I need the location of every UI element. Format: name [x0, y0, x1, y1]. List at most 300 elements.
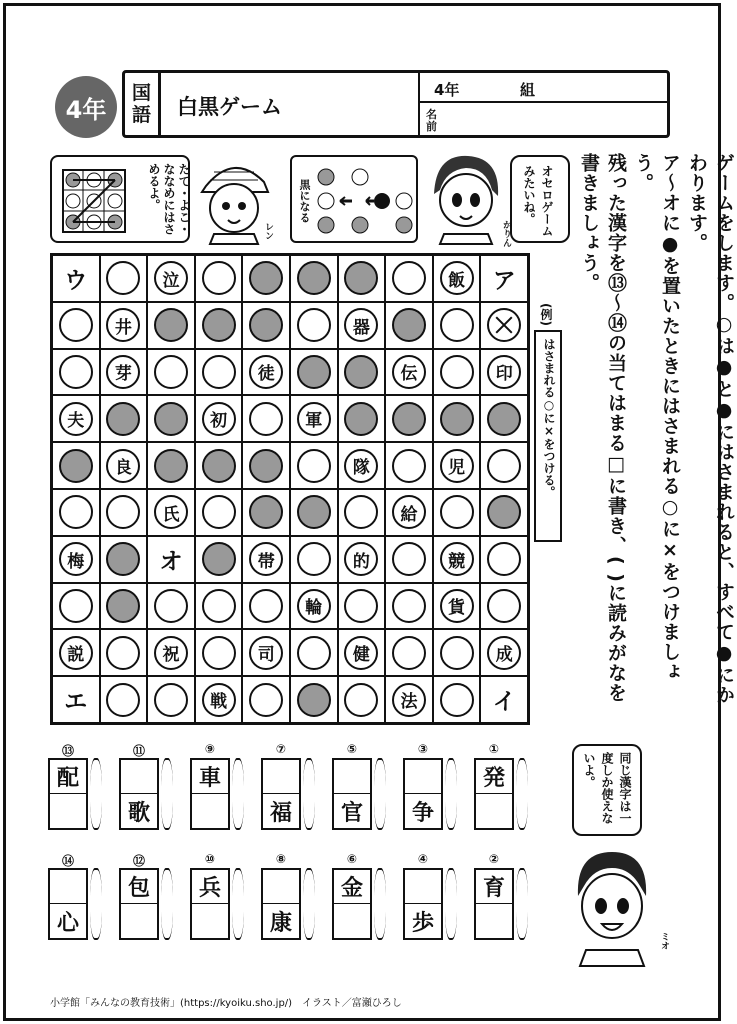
answer-number: ②	[488, 852, 500, 866]
board-cell	[290, 676, 338, 723]
white-disc	[154, 636, 188, 670]
game-board	[50, 253, 530, 725]
white-disc	[440, 308, 474, 342]
board-cell	[385, 536, 433, 583]
gray-disc	[297, 355, 331, 389]
board-cell	[433, 536, 481, 583]
reading-parentheses[interactable]	[516, 758, 528, 830]
board-cell	[433, 395, 481, 442]
gray-disc	[392, 308, 426, 342]
board-position-letter: ウ	[64, 267, 88, 294]
disc-kanji: 夫	[67, 411, 85, 432]
disc-kanji: 良	[114, 458, 132, 479]
answer-number: ⑭	[61, 854, 74, 868]
white-disc	[297, 589, 331, 623]
mio-bubble-text: 同じ漢字は一度しか使えないよ。	[582, 752, 632, 824]
answer-bottom-square[interactable]	[476, 794, 512, 828]
gray-disc	[344, 261, 378, 295]
white-disc	[392, 261, 426, 295]
white-disc	[440, 589, 474, 623]
answer-top-square[interactable]	[263, 870, 299, 904]
board-cell	[433, 442, 481, 489]
white-disc	[297, 402, 331, 436]
white-disc	[202, 683, 236, 717]
board-cell	[147, 583, 195, 630]
gray-disc	[487, 495, 521, 529]
board-cell	[242, 302, 290, 349]
board-cell	[147, 536, 195, 583]
white-disc	[202, 589, 236, 623]
board-cell	[100, 676, 148, 723]
answer-top-square[interactable]: 包	[121, 870, 157, 904]
gray-disc	[297, 683, 331, 717]
reading-parentheses[interactable]	[374, 868, 386, 940]
disc-kanji: 祝	[162, 645, 180, 666]
answer-number: ⑧	[275, 852, 287, 866]
gray-disc	[106, 589, 140, 623]
reading-parentheses[interactable]	[161, 868, 173, 940]
answer-number: ⑨	[204, 742, 216, 756]
guide-illustration	[50, 155, 190, 243]
white-disc	[106, 683, 140, 717]
white-disc	[59, 636, 93, 670]
board-cell	[433, 255, 481, 302]
board-cell	[195, 629, 243, 676]
answer-top-square[interactable]	[334, 760, 370, 794]
white-disc	[440, 449, 474, 483]
white-disc	[202, 636, 236, 670]
white-disc	[154, 261, 188, 295]
board-cell	[338, 676, 386, 723]
answer-bottom-square[interactable]: 心	[56, 910, 79, 936]
gray-disc	[154, 402, 188, 436]
kanji-answer-box[interactable]	[332, 868, 372, 940]
reading-parentheses[interactable]	[232, 868, 244, 940]
white-disc	[440, 636, 474, 670]
answer-bottom-square[interactable]	[192, 794, 228, 828]
white-disc	[106, 449, 140, 483]
disc-kanji: 輪	[305, 598, 323, 619]
grade-badge: 4年	[55, 76, 117, 138]
answer-top-square[interactable]: 金	[334, 870, 370, 904]
answer-bottom-square[interactable]	[50, 794, 86, 828]
white-disc	[392, 589, 426, 623]
gray-disc	[249, 308, 283, 342]
board-cell	[52, 302, 100, 349]
disc-kanji: 伝	[400, 364, 418, 385]
kanji-answer-box[interactable]	[48, 758, 88, 830]
answer-bottom-square[interactable]	[476, 904, 512, 938]
white-disc	[59, 589, 93, 623]
board-cell	[290, 536, 338, 583]
white-disc	[344, 449, 378, 483]
answer-top-square[interactable]: 車	[192, 760, 228, 794]
example-note-box	[534, 330, 562, 542]
black-label: 黒になる	[298, 179, 311, 223]
white-disc	[249, 355, 283, 389]
board-cell	[338, 442, 386, 489]
reading-parentheses[interactable]	[374, 758, 386, 830]
board-cell	[242, 255, 290, 302]
white-disc	[59, 355, 93, 389]
answer-bottom-square[interactable]	[334, 904, 370, 938]
white-disc	[344, 308, 378, 342]
board-cell	[242, 536, 290, 583]
board-cell	[52, 676, 100, 723]
class-label: 組	[520, 81, 536, 99]
subject-char-2: 語	[131, 104, 151, 126]
disc-kanji: 氏	[162, 504, 180, 525]
subject-label	[125, 73, 161, 135]
white-disc	[487, 589, 521, 623]
disc-kanji: 徒	[257, 364, 275, 385]
answer-bottom-square[interactable]	[192, 904, 228, 938]
white-disc	[344, 495, 378, 529]
white-disc	[106, 636, 140, 670]
name-label: 名前	[426, 108, 437, 133]
kanji-answer-box[interactable]	[119, 758, 159, 830]
kanji-answer-box[interactable]	[190, 868, 230, 940]
board-cell	[290, 442, 338, 489]
board-cell	[100, 395, 148, 442]
white-disc	[392, 495, 426, 529]
white-disc	[344, 683, 378, 717]
board-cell	[52, 349, 100, 396]
othello-illustration	[290, 155, 418, 243]
footer-credit: 小学館「みんなの教育技術」(https://kyoiku.sho.jp/) イラスト／富瀬ひろし	[50, 998, 402, 1009]
board-cell	[147, 255, 195, 302]
board-cell	[52, 442, 100, 489]
white-disc	[249, 589, 283, 623]
kanji-answer-box[interactable]	[403, 758, 443, 830]
crossed-disc	[487, 308, 521, 342]
board-cell	[100, 489, 148, 536]
answer-area	[48, 740, 548, 960]
white-disc	[202, 402, 236, 436]
white-disc	[392, 449, 426, 483]
answer-top-square[interactable]	[405, 760, 441, 794]
board-position-letter: オ	[159, 548, 183, 575]
board-cell	[480, 536, 528, 583]
white-disc	[202, 495, 236, 529]
instruction-line-1: ゲームをします。○は●と●にはさまれると、すべて●にかわります。	[686, 153, 735, 705]
board-cell	[290, 583, 338, 630]
answer-top-square[interactable]	[50, 870, 86, 904]
board-cell	[147, 349, 195, 396]
karin-character	[426, 150, 506, 244]
board-cell	[385, 349, 433, 396]
white-disc	[59, 495, 93, 529]
answer-top-square[interactable]	[263, 760, 299, 794]
mio-name: ミオ	[659, 932, 669, 950]
ren-name: レン	[263, 222, 273, 240]
disc-kanji: 帯	[257, 551, 275, 572]
answer-number: ①	[488, 742, 500, 756]
answer-bottom-square[interactable]: 康	[269, 910, 292, 936]
answer-number: ⑩	[204, 852, 216, 866]
answer-top-square[interactable]: 発	[476, 760, 512, 794]
white-disc	[154, 355, 188, 389]
board-cell	[242, 349, 290, 396]
gray-disc	[344, 355, 378, 389]
board-cell	[52, 629, 100, 676]
answer-bottom-square[interactable]: 争	[411, 800, 434, 826]
answer-number: ⑪	[132, 744, 145, 758]
white-disc	[297, 449, 331, 483]
board-cell	[242, 442, 290, 489]
board-cell	[290, 629, 338, 676]
answer-bottom-square[interactable]: 福	[269, 800, 292, 826]
board-cell	[338, 489, 386, 536]
answer-bottom-square[interactable]: 官	[340, 800, 363, 826]
board-cell	[242, 676, 290, 723]
disc-kanji: 初	[210, 411, 228, 432]
instruction-line-3: 残った漢字を⑬〜⑭の当てはまる□に書き、( )に読みがなを	[605, 153, 627, 703]
board-cell	[147, 395, 195, 442]
white-disc	[440, 542, 474, 576]
disc-kanji: 軍	[305, 411, 323, 432]
kanji-answer-box[interactable]	[403, 868, 443, 940]
white-disc	[392, 683, 426, 717]
answer-bottom-square[interactable]: 歩	[411, 910, 434, 936]
board-cell	[433, 583, 481, 630]
white-disc	[440, 355, 474, 389]
gray-disc	[297, 495, 331, 529]
kanji-answer-box[interactable]	[474, 758, 514, 830]
board-cell	[385, 629, 433, 676]
white-disc	[106, 308, 140, 342]
board-cell	[480, 489, 528, 536]
disc-kanji: 戦	[210, 692, 228, 713]
answer-bottom-square[interactable]	[121, 904, 157, 938]
white-disc	[154, 683, 188, 717]
answer-number: ④	[417, 852, 429, 866]
board-cell	[195, 442, 243, 489]
board-cell	[433, 629, 481, 676]
board-cell	[385, 395, 433, 442]
reading-parentheses[interactable]	[90, 758, 102, 830]
disc-kanji: 印	[495, 364, 513, 385]
board-cell	[52, 255, 100, 302]
board-cell	[385, 583, 433, 630]
disc-kanji: 貨	[448, 598, 466, 619]
board-cell	[480, 442, 528, 489]
board-cell	[242, 629, 290, 676]
board-cell	[195, 302, 243, 349]
board-cell	[242, 489, 290, 536]
board-cell	[52, 536, 100, 583]
board-cell	[480, 302, 528, 349]
reading-parentheses[interactable]	[161, 758, 173, 830]
guide-text: たて・よこ・ななめにはさめるよ。	[147, 163, 191, 235]
example-label: (例)	[539, 303, 553, 326]
disc-kanji: 成	[495, 645, 513, 666]
white-disc	[106, 355, 140, 389]
white-disc	[487, 355, 521, 389]
board-cell	[480, 255, 528, 302]
disc-kanji: 説	[67, 645, 85, 666]
board-cell	[147, 489, 195, 536]
gray-disc	[154, 449, 188, 483]
white-disc	[392, 636, 426, 670]
mio-speech-bubble	[572, 744, 642, 836]
disc-kanji: 梅	[67, 551, 85, 572]
board-cell	[100, 302, 148, 349]
board-cell	[385, 489, 433, 536]
white-disc	[106, 495, 140, 529]
board-cell	[480, 349, 528, 396]
white-disc	[202, 261, 236, 295]
disc-kanji: 泣	[162, 270, 180, 291]
board-cell	[480, 629, 528, 676]
white-disc	[297, 308, 331, 342]
kanji-answer-box[interactable]	[190, 758, 230, 830]
reading-parentheses[interactable]	[232, 758, 244, 830]
board-cell	[338, 349, 386, 396]
white-disc	[487, 636, 521, 670]
board-cell	[195, 349, 243, 396]
instructions	[575, 153, 737, 713]
answer-top-square[interactable]: 兵	[192, 870, 228, 904]
white-disc	[344, 589, 378, 623]
board-cell	[290, 395, 338, 442]
board-cell	[480, 583, 528, 630]
board-cell	[338, 583, 386, 630]
board-cell	[147, 676, 195, 723]
kanji-answer-box[interactable]	[119, 868, 159, 940]
gray-disc	[202, 449, 236, 483]
board-cell	[52, 583, 100, 630]
white-disc	[297, 636, 331, 670]
kanji-answer-box[interactable]	[474, 868, 514, 940]
board-cell	[100, 629, 148, 676]
board-cell	[195, 255, 243, 302]
mini-grid-diagram	[62, 169, 126, 233]
board-cell	[52, 395, 100, 442]
reading-parentheses[interactable]	[90, 868, 102, 940]
answer-top-square[interactable]: 配	[50, 760, 86, 794]
white-disc	[487, 542, 521, 576]
disc-kanji: 法	[400, 692, 418, 713]
disc-kanji: 給	[400, 504, 418, 525]
board-cell	[338, 629, 386, 676]
white-disc	[59, 402, 93, 436]
kanji-answer-box[interactable]	[332, 758, 372, 830]
board-cell	[242, 395, 290, 442]
white-disc	[202, 355, 236, 389]
board-cell	[290, 302, 338, 349]
answer-top-square[interactable]	[121, 760, 157, 794]
white-disc	[154, 495, 188, 529]
board-cell	[433, 349, 481, 396]
white-disc	[344, 636, 378, 670]
answer-number: ⑤	[346, 742, 358, 756]
disc-kanji: 健	[352, 645, 370, 666]
kanji-answer-box[interactable]	[261, 758, 301, 830]
gray-disc	[249, 449, 283, 483]
reading-parentheses[interactable]	[303, 868, 315, 940]
gray-disc	[106, 402, 140, 436]
gray-disc	[392, 402, 426, 436]
board-cell	[195, 395, 243, 442]
board-cell	[385, 302, 433, 349]
disc-kanji: 器	[352, 317, 370, 338]
othello-discs-diagram	[312, 163, 414, 237]
board-cell	[290, 349, 338, 396]
gray-disc	[249, 495, 283, 529]
reading-parentheses[interactable]	[516, 868, 528, 940]
board-cell	[433, 489, 481, 536]
answer-number: ⑬	[61, 744, 74, 758]
karin-speech-bubble	[510, 155, 570, 243]
class-row	[420, 73, 667, 103]
white-disc	[249, 683, 283, 717]
white-disc	[249, 636, 283, 670]
example-note: はさまれる○に×をつける。	[542, 338, 556, 498]
instruction-line-4: 書きましょう。	[578, 153, 600, 293]
disc-kanji: 芽	[114, 364, 132, 385]
board-cell	[385, 442, 433, 489]
kanji-answer-box[interactable]	[48, 868, 88, 940]
answer-number: ⑦	[275, 742, 287, 756]
page-title: 白黒ゲーム	[177, 95, 282, 119]
disc-kanji: 井	[114, 317, 132, 338]
board-position-letter: ア	[492, 267, 516, 294]
board-cell	[147, 442, 195, 489]
reading-parentheses[interactable]	[303, 758, 315, 830]
white-disc	[59, 308, 93, 342]
board-cell	[195, 489, 243, 536]
board-cell	[480, 676, 528, 723]
board-cell	[338, 395, 386, 442]
gray-disc	[344, 402, 378, 436]
gray-disc	[249, 261, 283, 295]
board-cell	[52, 489, 100, 536]
answer-top-square[interactable]: 育	[476, 870, 512, 904]
white-disc	[59, 542, 93, 576]
board-cell	[338, 302, 386, 349]
board-cell	[100, 349, 148, 396]
reading-parentheses[interactable]	[445, 758, 457, 830]
white-disc	[392, 355, 426, 389]
gray-disc	[297, 261, 331, 295]
disc-kanji: 飯	[448, 270, 466, 291]
white-disc	[106, 261, 140, 295]
reading-parentheses[interactable]	[445, 868, 457, 940]
subject-char-1: 国	[131, 82, 151, 104]
answer-number: ③	[417, 742, 429, 756]
name-class-box	[418, 73, 667, 135]
answer-top-square[interactable]	[405, 870, 441, 904]
kanji-answer-box[interactable]	[261, 868, 301, 940]
board-cell	[290, 255, 338, 302]
white-disc	[392, 542, 426, 576]
board-cell	[195, 676, 243, 723]
answer-bottom-square[interactable]: 歌	[127, 800, 150, 826]
white-disc	[154, 589, 188, 623]
gray-disc	[154, 308, 188, 342]
white-disc	[440, 683, 474, 717]
gray-disc	[202, 308, 236, 342]
board-cell	[290, 489, 338, 536]
gray-disc	[59, 449, 93, 483]
karin-bubble-text: オセロゲームみたいね。	[522, 165, 554, 237]
white-disc	[297, 542, 331, 576]
disc-kanji: 児	[448, 458, 466, 479]
board-cell	[100, 442, 148, 489]
board-cell	[147, 629, 195, 676]
disc-kanji: 的	[352, 551, 370, 572]
